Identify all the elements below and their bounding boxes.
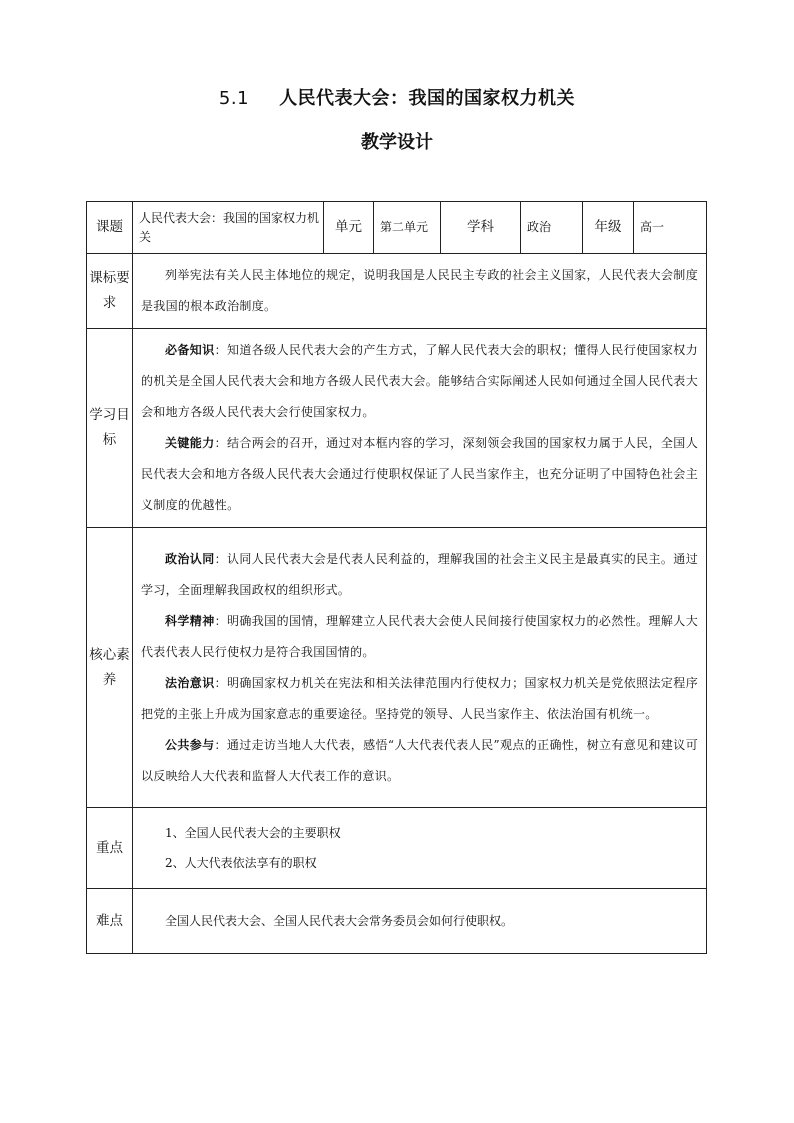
lesson-plan-table — [86, 201, 707, 954]
literacy-p1-heading: 政治认同 — [165, 551, 215, 566]
topic-value: 人民代表大会：我国的国家权力机关 — [133, 202, 324, 254]
key-points-row — [87, 808, 707, 889]
objectives-paragraph-1 — [141, 335, 698, 428]
objectives-p2-heading: 关键能力 — [165, 436, 215, 450]
literacy-paragraph-1 — [141, 544, 698, 606]
literacy-paragraph-4 — [141, 730, 698, 792]
objectives-paragraph-2 — [141, 428, 698, 521]
difficulty-text: 全国人民代表大会、全国人民代表大会常务委员会如何行使职权。 — [165, 914, 514, 928]
objectives-p1-text: ：知道各级人民代表大会的产生方式，了解人民代表大会的职权；懂得人民行使国家权力的机关是全国人民代表大会和地方各级人民代表大会。能够结合实际阐述人民如何通过全国人民代表大会和地方各级人民代表大会行使国家权力。 — [141, 343, 699, 419]
section-number: 5.1 — [218, 88, 250, 109]
title-text: 人民代表大会：我国的国家权力机关 — [279, 88, 576, 109]
curriculum-text: 列举宪法有关人民主体地位的规定，说明我国是人民民主专政的社会主义国家，人民代表大会制度是我国的根本政治制度。 — [141, 268, 698, 313]
grade-label: 年级 — [583, 202, 634, 254]
curriculum-content — [133, 254, 707, 329]
objectives-row — [87, 329, 707, 528]
literacy-p3-heading: 法治意识 — [165, 675, 215, 690]
difficulty-row — [87, 889, 707, 954]
literacy-paragraph-3 — [141, 668, 698, 730]
literacy-paragraph-2 — [141, 606, 698, 668]
unit-label: 单元 — [324, 202, 374, 254]
objectives-content — [133, 329, 707, 528]
document-title — [0, 84, 794, 110]
key-point-item: 1、全国人民代表大会的主要职权 — [165, 826, 341, 840]
key-points-content — [133, 808, 707, 889]
key-point-item: 2、人大代表依法享有的职权 — [165, 856, 317, 870]
grade-value: 高一 — [634, 202, 707, 254]
curriculum-label: 课标要求 — [87, 254, 133, 329]
literacy-p2-text: ：明确我国的国情，理解建立人民代表大会使人民间接行使国家权力的必然性。理解人大代表代表人民行使权力是符合我国国情的。 — [141, 613, 699, 659]
literacy-row — [87, 528, 707, 808]
literacy-p4-text: ：通过走访当地人大代表，感悟“人大代表代表人民”观点的正确性，树立有意见和建议可以反映给人大代表和监督人大代表工作的意识。 — [141, 737, 698, 783]
objectives-p2-text: ：结合两会的召开，通过对本框内容的学习，深刻领会我国的国家权力属于人民，全国人民代表大会和地方各级人民代表大会通过行使职权保证了人民当家作主，也充分证明了中国特色社会主义制度的优越性。 — [141, 436, 699, 512]
key-points-label: 重点 — [87, 808, 133, 889]
difficulty-content — [133, 889, 707, 954]
difficulty-label: 难点 — [87, 889, 133, 954]
curriculum-row — [87, 254, 707, 329]
subject-value: 政治 — [521, 202, 583, 254]
document-subtitle: 教学设计 — [361, 132, 433, 153]
header-row — [87, 202, 707, 254]
literacy-p4-heading: 公共参与 — [165, 737, 215, 752]
literacy-label: 核心素养 — [87, 528, 133, 808]
subject-label: 学科 — [441, 202, 521, 254]
literacy-content — [133, 528, 707, 808]
topic-label: 课题 — [87, 202, 133, 254]
literacy-p1-text: ：认同人民代表大会是代表人民利益的，理解我国的社会主义民主是最真实的民主。通过学习，全面理解我国政权的组织形式。 — [141, 551, 699, 597]
literacy-p3-text: ：明确国家权力机关在宪法和相关法律范围内行使权力；国家权力机关是党依照法定程序把党的主张上升成为国家意志的重要途径。坚持党的领导、人民当家作主、依法治国有机统一。 — [141, 675, 699, 721]
literacy-p2-heading: 科学精神 — [165, 613, 215, 628]
objectives-p1-heading: 必备知识 — [165, 343, 215, 357]
unit-value: 第二单元 — [374, 202, 441, 254]
objectives-label: 学习目标 — [87, 329, 133, 528]
